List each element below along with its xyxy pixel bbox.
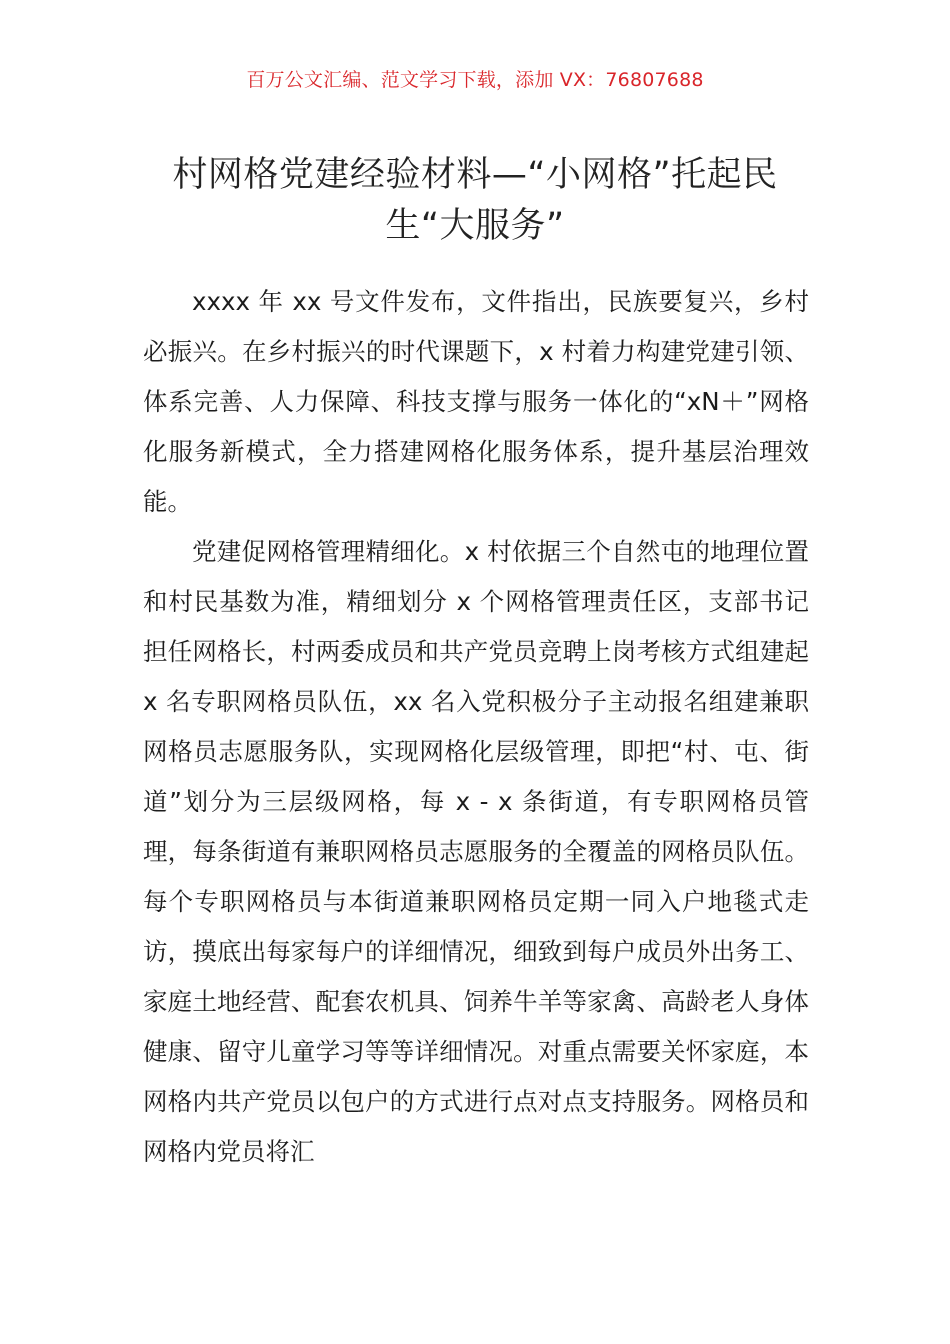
title-line-1: 村网格党建经验材料—“小网格”托起民 bbox=[172, 155, 778, 195]
paragraph-2: 党建促网格管理精细化。x 村依据三个自然屯的地理位置和村民基数为准，精细划分 x 个网格管理责任区，支部书记担任网格长，村两委成员和共产党员竞聘上岗考核方式组建起 x 名专职网格员队伍，xx 名入党积极分子主动报名组建兼职网格员志愿服务队，实现网格化层级管理，即把“村、屯、街道”划分为三层级网格，每 x - x 条街道，有专职网格员管理，每条街道有兼职网格员志愿服务的全覆盖的网格员队伍。每个专职网格员与本街道兼职网格员定期一同入户地毯式走访，摸底出每家每户的详细情况，细致到每户成员外出务工、家庭土地经营、配套农机具、饲养牛羊等家禽、高龄老人身体健康、留守儿童学习等等详细情况。对重点需要关怀家庭，本网格内共产党员以包户的方式进行点对点支持服务。网格员和网格内党员将汇 bbox=[143, 537, 809, 1166]
document-body bbox=[143, 277, 809, 1177]
document-title bbox=[140, 150, 810, 252]
header-watermark-note: 百万公文汇编、范文学习下载，添加 VX：76807688 bbox=[246, 69, 704, 91]
paragraph-1: xxxx 年 xx 号文件发布，文件指出，民族要复兴，乡村必振兴。在乡村振兴的时代课题下，x 村着力构建党建引领、体系完善、人力保障、科技支撑与服务一体化的“xN＋”网格化服务新模式，全力搭建网格化服务体系，提升基层治理效能。 bbox=[143, 287, 809, 516]
title-line-2: 生“大服务” bbox=[385, 206, 565, 246]
